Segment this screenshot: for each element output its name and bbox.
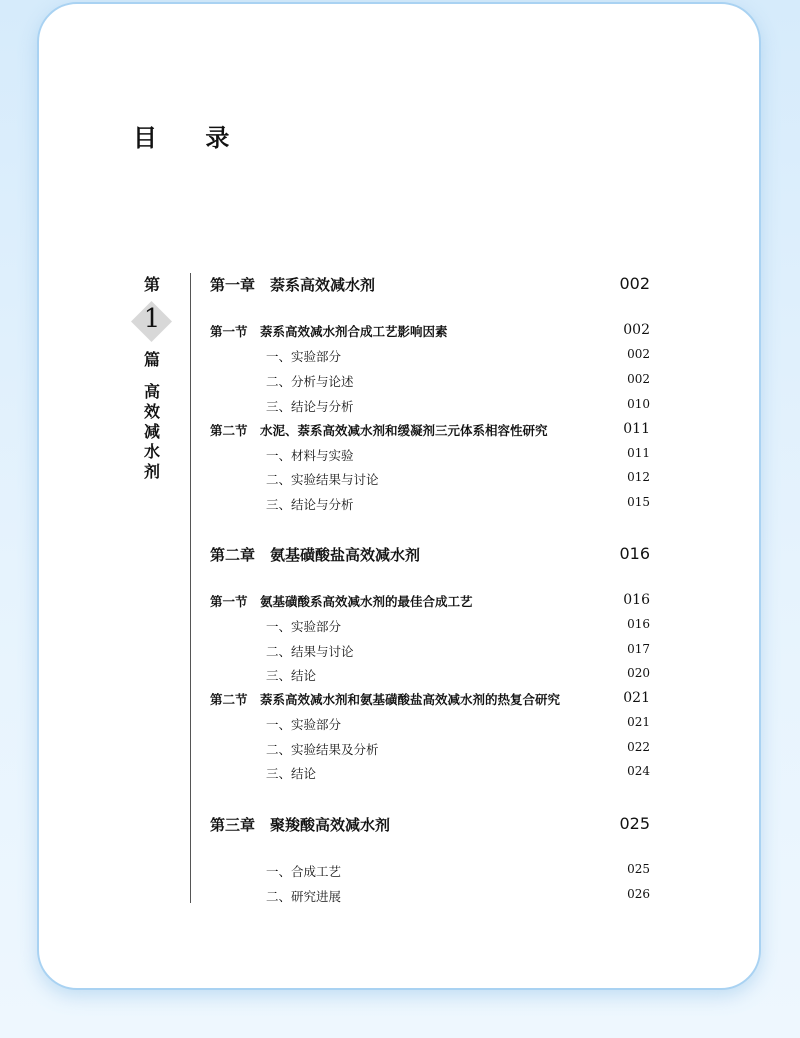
toc-item-label: 三、结论 bbox=[266, 766, 317, 781]
page-title: 目 录 bbox=[133, 124, 250, 152]
toc-item-row[interactable] bbox=[210, 642, 650, 664]
part-di: 第 bbox=[143, 275, 160, 294]
divider-line bbox=[190, 273, 191, 903]
toc-page-number: 012 bbox=[627, 470, 650, 484]
toc-item-label: 二、实验结果与讨论 bbox=[266, 472, 379, 487]
toc-item-label: 三、结论与分析 bbox=[266, 497, 354, 512]
toc-page-number: 021 bbox=[627, 715, 650, 729]
toc-page-number: 022 bbox=[627, 740, 650, 754]
toc-chapter-row[interactable] bbox=[210, 274, 650, 296]
toc-section-label: 第一节 氨基磺酸系高效减水剂的最佳合成工艺 bbox=[210, 594, 473, 609]
toc-item-row[interactable] bbox=[210, 715, 650, 737]
toc-page-number: 016 bbox=[619, 544, 650, 563]
toc-item-label: 一、实验部分 bbox=[266, 717, 342, 732]
toc-page-number: 011 bbox=[623, 421, 650, 437]
toc-chapter-label: 第一章 萘系高效减水剂 bbox=[210, 276, 376, 294]
toc-item-row[interactable] bbox=[210, 862, 650, 884]
toc-section-row[interactable] bbox=[210, 322, 650, 344]
toc-chapter-row[interactable] bbox=[210, 544, 650, 566]
toc-item-row[interactable] bbox=[210, 372, 650, 394]
toc-section-row[interactable] bbox=[210, 690, 650, 712]
part-label bbox=[137, 272, 167, 482]
toc-item-row[interactable] bbox=[210, 347, 650, 369]
toc-page-number: 002 bbox=[627, 347, 650, 361]
toc-item-label: 一、合成工艺 bbox=[266, 864, 342, 879]
toc-page-number: 015 bbox=[627, 495, 650, 509]
toc-page-number: 016 bbox=[623, 592, 650, 608]
toc-page-number: 011 bbox=[627, 446, 650, 460]
part-pian: 篇 bbox=[143, 350, 160, 369]
toc-item-label: 三、结论与分析 bbox=[266, 399, 354, 414]
toc-item-label: 一、实验部分 bbox=[266, 619, 342, 634]
toc-page-number: 024 bbox=[627, 764, 650, 778]
toc-page-number: 002 bbox=[627, 372, 650, 386]
toc-item-row[interactable] bbox=[210, 397, 650, 419]
toc-page-number: 026 bbox=[627, 887, 650, 901]
toc-page-number: 002 bbox=[619, 274, 650, 293]
toc-item-label: 二、实验结果及分析 bbox=[266, 742, 379, 757]
toc-section-label: 第二节 萘系高效减水剂和氨基磺酸盐高效减水剂的热复合研究 bbox=[210, 692, 561, 707]
toc-page-number: 002 bbox=[623, 322, 650, 338]
toc-item-row[interactable] bbox=[210, 617, 650, 639]
toc-item-row[interactable] bbox=[210, 887, 650, 909]
toc-page-number: 020 bbox=[627, 666, 650, 680]
toc-section-label: 第二节 水泥、萘系高效减水剂和缓凝剂三元体系相容性研究 bbox=[210, 423, 548, 438]
toc-item-label: 一、材料与实验 bbox=[266, 448, 354, 463]
part-name: 高效减水剂 bbox=[144, 382, 161, 481]
toc-item-label: 一、实验部分 bbox=[266, 349, 342, 364]
toc-chapter-label: 第三章 聚羧酸高效减水剂 bbox=[210, 816, 391, 834]
toc-item-label: 二、分析与论述 bbox=[266, 374, 354, 389]
toc-chapter-row[interactable] bbox=[210, 814, 650, 836]
toc-page-number: 017 bbox=[627, 642, 650, 656]
toc-item-label: 二、研究进展 bbox=[266, 889, 342, 904]
toc-page-number: 025 bbox=[619, 814, 650, 833]
toc-section-row[interactable] bbox=[210, 592, 650, 614]
toc-page-number: 021 bbox=[623, 690, 650, 706]
toc-item-row[interactable] bbox=[210, 446, 650, 468]
toc-item-label: 三、结论 bbox=[266, 668, 317, 683]
toc-chapter-label: 第二章 氨基磺酸盐高效减水剂 bbox=[210, 546, 421, 564]
toc-item-row[interactable] bbox=[210, 495, 650, 517]
toc-item-row[interactable] bbox=[210, 666, 650, 688]
toc-section-row[interactable] bbox=[210, 421, 650, 443]
toc-item-row[interactable] bbox=[210, 470, 650, 492]
toc-page-number: 016 bbox=[627, 617, 650, 631]
part-number-badge bbox=[131, 301, 173, 343]
toc-page-number: 010 bbox=[627, 397, 650, 411]
part-number: 1 bbox=[143, 304, 161, 334]
toc-page-number: 025 bbox=[627, 862, 650, 876]
toc-item-row[interactable] bbox=[210, 740, 650, 762]
toc-item-label: 二、结果与讨论 bbox=[266, 644, 354, 659]
toc-item-row[interactable] bbox=[210, 764, 650, 786]
toc-section-label: 第一节 萘系高效减水剂合成工艺影响因素 bbox=[210, 324, 448, 339]
